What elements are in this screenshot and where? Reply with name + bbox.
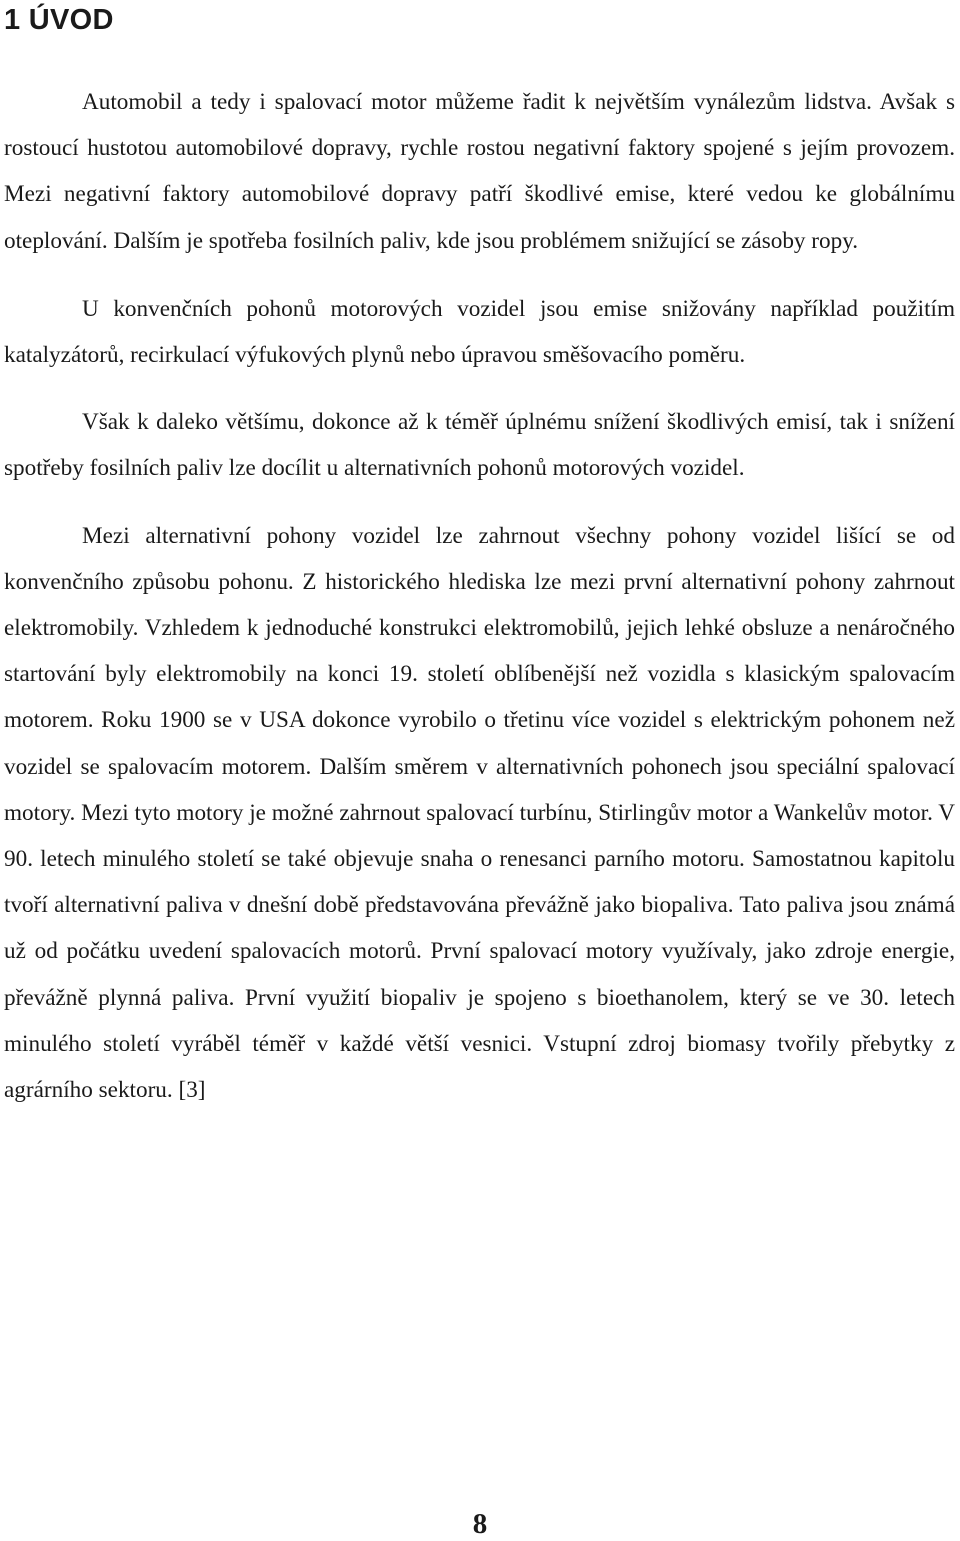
paragraph-intro: Automobil a tedy i spalovací motor můžeme řadit k největším vynálezům lidstva. Avšak s rostoucí hustotou automobilové dopravy, rychle rostou negativní faktory spojené s jejím provozem. Mezi negativní faktory automobilové dopravy patří škodlivé emise, které vedou ke globálnímu oteplování. Dalším je spotřeba fosilních paliv, kde jsou problémem snižující se zásoby ropy. (4, 89, 955, 254)
chapter-heading: 1 ÚVOD (4, 4, 114, 36)
paragraph-history: Mezi alternativní pohony vozidel lze zahrnout všechny pohony vozidel lišící se od konvenčního způsobu pohonu. Z historického hlediska lze mezi první alternativní pohony zahrnout elektromobily. Vzhledem k jednoduché konstrukci elektromobilů, jejich lehké obsluze a nenáročného startování byly elektromobily na konci 19. století oblíbenější než vozidla s klasickým spalovacím motorem. Roku 1900 se v USA dokonce vyrobilo o třetinu více vozidel s elektrickým pohonem než vozidel se spalovacím motorem. Dalším směrem v alternativních pohonech jsou speciální spalovací motory. Mezi tyto motory je možné zahrnout spalovací turbínu, Stirlingův motor a Wankelův motor. V 90. letech minulého století se také objevuje snaha o renesanci parního motoru. Samostatnou kapitolu tvoří alternativní paliva v dnešní době představována převážně jako biopaliva. Tato paliva jsou známá už od počátku uvedení spalovacích motorů. První spalovací motory využívaly, jako zdroje energie, převážně plynná paliva. První využití biopaliv je spojeno s bioethanolem, který se ve 30. letech minulého století vyráběl téměř v každé větší vesnici. Vstupní zdroj biomasy tvořily přebytky z agrárního sektoru. [3] (4, 522, 955, 1104)
page-number: 8 (472, 1508, 488, 1540)
body-text (4, 79, 955, 1113)
paragraph-alternative-drives: Však k daleko většímu, dokonce až k téměř úplnému snížení škodlivých emisí, tak i snížení spotřeby fosilních paliv lze docílit u alternativních pohonů motorových vozidel. (4, 409, 955, 482)
paragraph-conventional-drives: U konvenčních pohonů motorových vozidel jsou emise snižovány například použitím katalyzátorů, recirkulací výfukových plynů nebo úpravou směšovacího poměru. (4, 295, 955, 369)
